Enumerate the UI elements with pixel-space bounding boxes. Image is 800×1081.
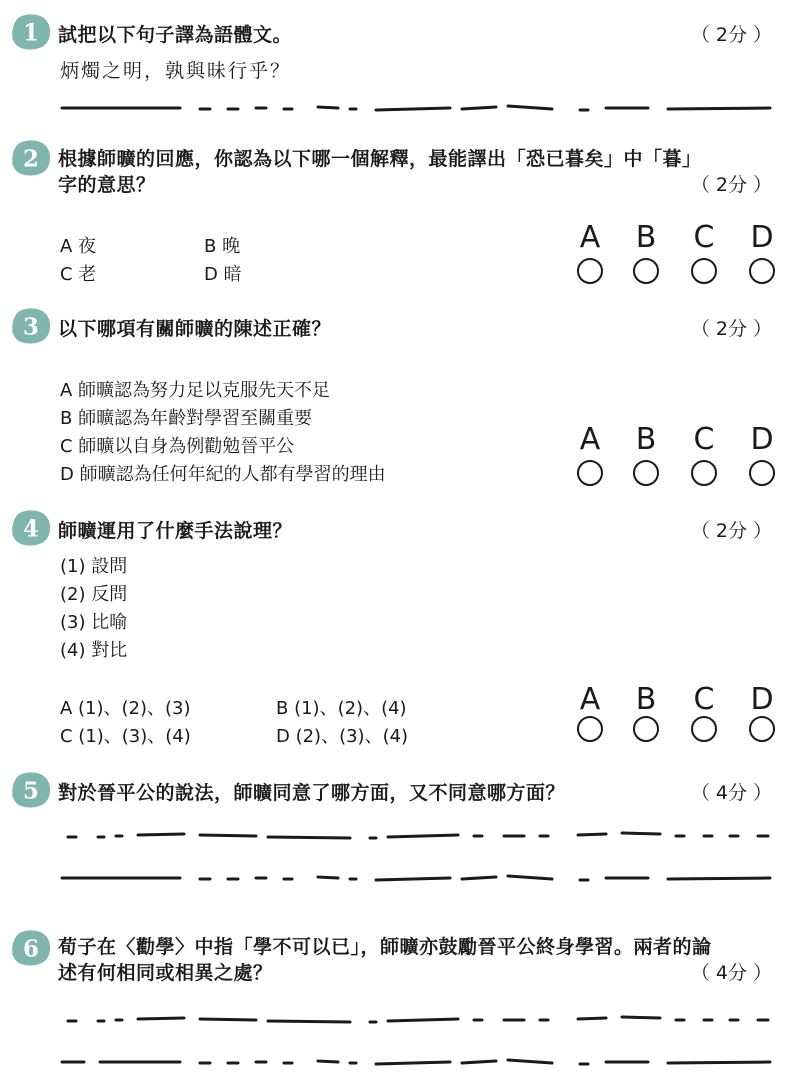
option-d: D 師曠認為任何年紀的人都有學習的理由 [60,464,386,485]
choice-circle-a[interactable] [577,716,603,742]
choice-letter-a: A [579,220,601,255]
choice-circle-a[interactable] [577,258,603,284]
technique-item-3: (3) 比喻 [60,612,128,633]
choice-letter-a: A [579,682,601,717]
choice-letter-c: C [693,422,715,457]
question-number-badge [10,138,52,178]
choice-letter-b: B [635,422,657,457]
quoted-sentence: 炳燭之明，孰與昧行乎？ [60,60,292,82]
question-text: 以下哪項有關師曠的陳述正確？ [58,318,332,340]
question-number-badge [10,508,52,548]
points-label: （ 2分 ） [690,318,772,340]
question-text: 試把以下句子譯為語體文。 [58,24,293,46]
question-text-line1: 根據師曠的回應，你認為以下哪一個解釋，最能譯出「恐已暮矣」中「暮」 [58,148,702,170]
option-b: B 晚 [204,236,241,257]
choice-circle-d[interactable] [749,258,775,284]
choice-letter-d: D [750,220,774,255]
choice-circle-d[interactable] [749,460,775,486]
option-a: A 師曠認為努力足以克服先天不足 [60,380,331,401]
answer-line[interactable] [0,826,800,846]
points-label: （ 4分 ） [690,962,772,984]
question-text: 師曠運用了什麼手法說理？ [58,520,293,542]
technique-item-1: (1) 設問 [60,556,128,577]
answer-line[interactable] [0,1052,800,1072]
answer-line[interactable] [0,868,800,888]
question-number: 4 [23,515,39,543]
question-number-badge [10,306,52,346]
question-text-line1: 荀子在〈勸學〉中指「學不可以已」，師曠亦鼓勵晉平公終身學習。兩者的論 [58,936,712,958]
choice-letter-c: C [693,220,715,255]
option-b: B (1)、(2)、(4) [276,698,407,719]
question-number-badge [10,12,52,52]
question-text-line2: 述有何相同或相異之處？ [58,962,273,984]
choice-letter-d: D [750,422,774,457]
points-label: （ 4分 ） [690,782,772,804]
choice-circle-b[interactable] [633,258,659,284]
choice-circle-d[interactable] [749,716,775,742]
technique-item-2: (2) 反問 [60,584,128,605]
choice-letter-b: B [635,220,657,255]
answer-line[interactable] [0,1010,800,1030]
answer-line[interactable] [0,98,800,118]
question-number: 5 [23,777,39,805]
option-c: C (1)、(3)、(4) [60,726,191,747]
choice-circle-a[interactable] [577,460,603,486]
option-d: D 暗 [204,264,242,285]
question-text-line2: 字的意思？ [58,174,156,196]
question-number: 6 [23,935,39,963]
points-label: （ 2分 ） [690,24,772,46]
choice-letter-b: B [635,682,657,717]
choice-circle-c[interactable] [691,716,717,742]
question-number-badge [10,928,52,968]
choice-circle-b[interactable] [633,716,659,742]
technique-item-4: (4) 對比 [60,640,128,661]
option-b: B 師曠認為年齡對學習至關重要 [60,408,313,429]
choice-circle-c[interactable] [691,460,717,486]
option-d: D (2)、(3)、(4) [276,726,409,747]
question-number: 1 [23,19,39,47]
question-number: 3 [23,313,39,341]
option-c: C 老 [60,264,97,285]
choice-letter-d: D [750,682,774,717]
choice-letter-a: A [579,422,601,457]
points-label: （ 2分 ） [690,174,772,196]
choice-letter-c: C [693,682,715,717]
option-a: A 夜 [60,236,97,257]
question-number: 2 [23,145,39,173]
option-c: C 師曠以自身為例勸勉晉平公 [60,436,295,457]
question-number-badge [10,770,52,810]
question-text: 對於晉平公的說法，師曠同意了哪方面，又不同意哪方面？ [58,782,566,804]
points-label: （ 2分 ） [690,520,772,542]
choice-circle-b[interactable] [633,460,659,486]
option-a: A (1)、(2)、(3) [60,698,191,719]
choice-circle-c[interactable] [691,258,717,284]
